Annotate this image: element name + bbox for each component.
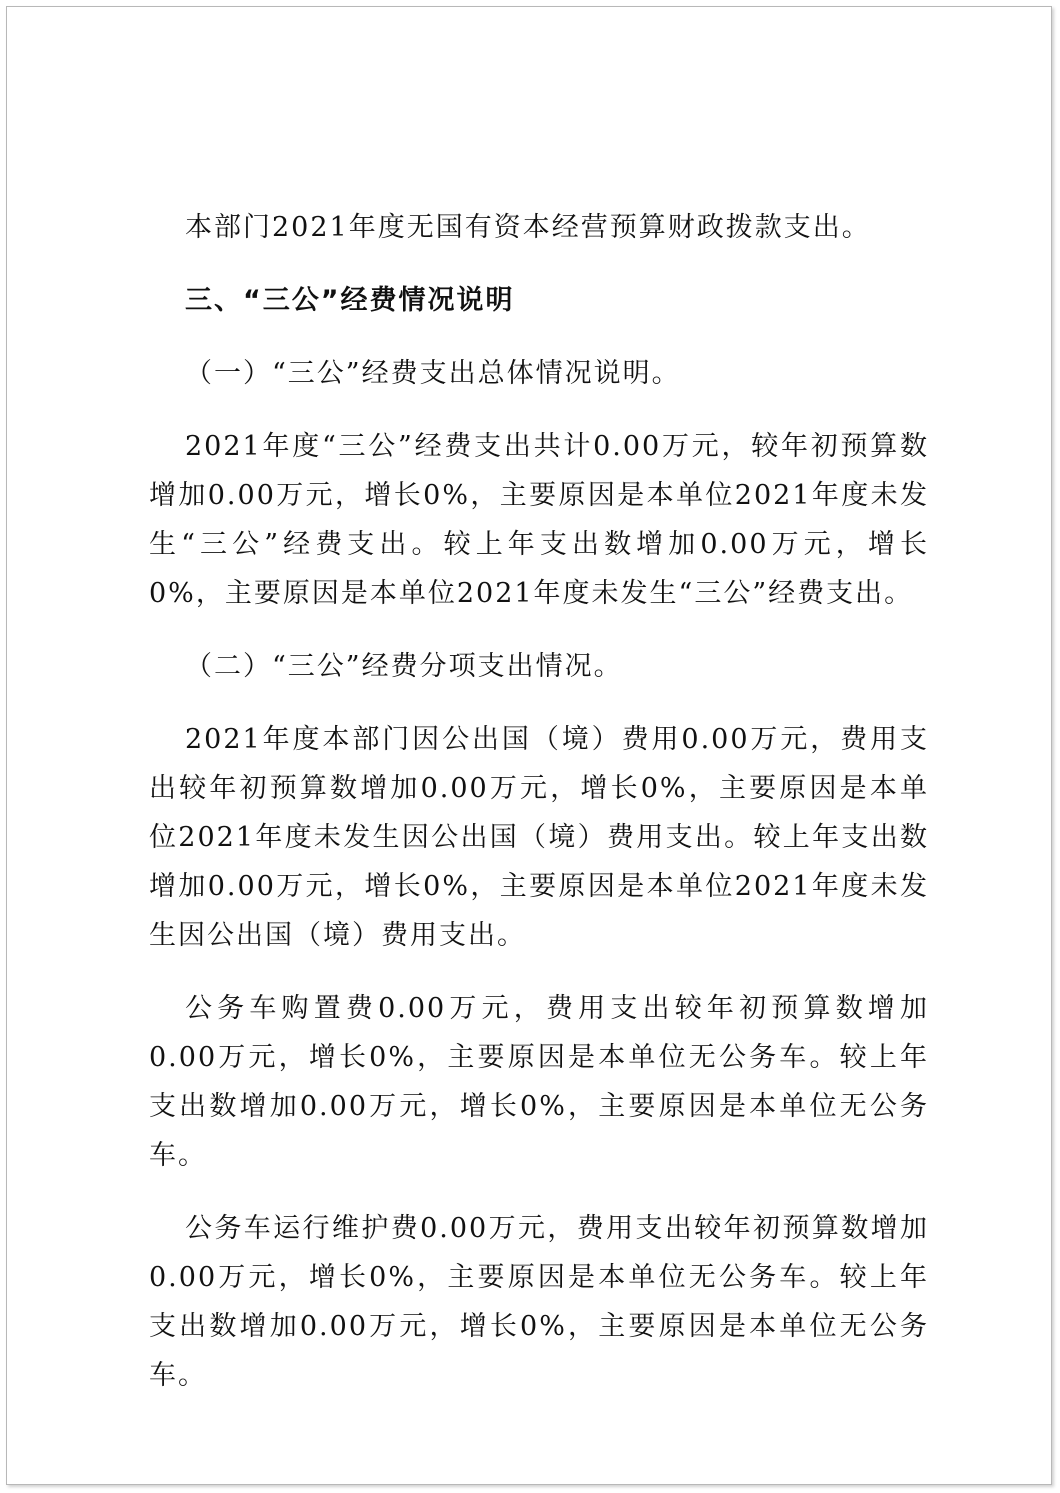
document-body — [149, 203, 929, 1400]
subheading-itemized: （二）“三公”经费分项支出情况。 — [185, 651, 623, 682]
paragraph-state-capital-budget: 本部门2021年度无国有资本经营预算财政拨款支出。 — [185, 212, 871, 243]
section-heading-three-public: 三、“三公”经费情况说明 — [185, 285, 515, 316]
paragraph-overseas-travel: 2021年度本部门因公出国（境）费用0.00万元，费用支出较年初预算数增加0.00万元，增长0%，主要原因是本单位2021年度未发生因公出国（境）费用支出。较上年支出数增加0.00万元，增长0%，主要原因是本单位2021年度未发生因公出国（境）费用支出。 — [149, 724, 929, 951]
subheading-overall: （一）“三公”经费支出总体情况说明。 — [185, 358, 681, 389]
paragraph-overall-expenditure: 2021年度“三公”经费支出共计0.00万元，较年初预算数增加0.00万元，增长0%，主要原因是本单位2021年度未发生“三公”经费支出。较上年支出数增加0.00万元，增长0%，主要原因是本单位2021年度未发生“三公”经费支出。 — [149, 431, 929, 609]
paragraph-vehicle-maintenance: 公务车运行维护费0.00万元，费用支出较年初预算数增加0.00万元，增长0%，主要原因是本单位无公务车。较上年支出数增加0.00万元，增长0%，主要原因是本单位无公务车。 — [149, 1213, 929, 1391]
document-page — [6, 6, 1052, 1485]
paragraph-vehicle-purchase: 公务车购置费0.00万元，费用支出较年初预算数增加0.00万元，增长0%，主要原因是本单位无公务车。较上年支出数增加0.00万元，增长0%，主要原因是本单位无公务车。 — [149, 993, 929, 1171]
